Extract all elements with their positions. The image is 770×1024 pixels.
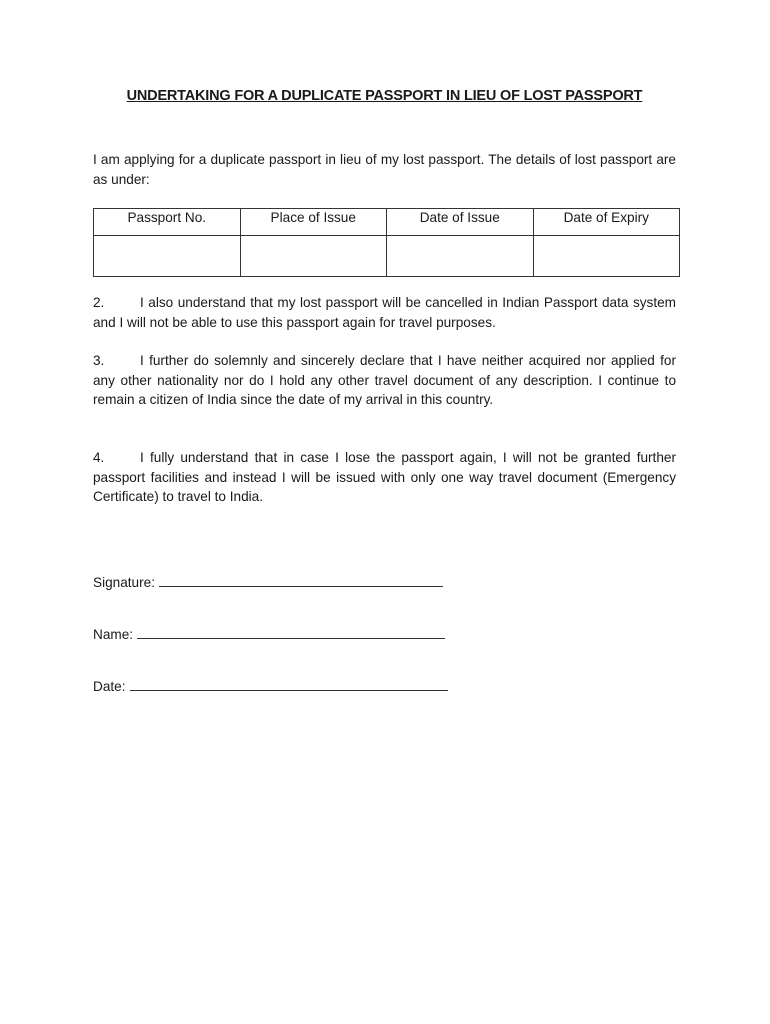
date-blank-line[interactable] — [130, 678, 448, 691]
signature-label: Signature: — [93, 575, 155, 590]
paragraph-number: 3. — [93, 353, 105, 368]
place-of-issue-cell[interactable] — [240, 236, 387, 277]
header-date-of-expiry: Date of Expiry — [533, 209, 680, 236]
paragraph-2 — [93, 293, 676, 332]
name-field — [93, 626, 445, 642]
document-title: UNDERTAKING FOR A DUPLICATE PASSPORT IN LIEU OF LOST PASSPORT — [126, 88, 643, 104]
date-of-issue-cell[interactable] — [387, 236, 534, 277]
signature-field — [93, 574, 443, 590]
table-header-row — [94, 209, 680, 236]
name-label: Name: — [93, 627, 134, 642]
paragraph-number: 2. — [93, 295, 105, 310]
date-label: Date: — [93, 679, 126, 694]
header-date-of-issue: Date of Issue — [387, 209, 534, 236]
passport-details-table — [93, 208, 680, 277]
paragraph-text: I fully understand that in case I lose the passport again, I will not be granted further passport facilities and instead I will be issued with only one way travel document (Emergency Certificate) to travel to India. — [93, 450, 676, 504]
paragraph-number: 4. — [93, 450, 105, 465]
intro-paragraph: I am applying for a duplicate passport in lieu of my lost passport. The details of lost passport are as under: — [93, 152, 676, 187]
table-row — [94, 236, 680, 277]
passport-no-cell[interactable] — [94, 236, 241, 277]
paragraph-text: I also understand that my lost passport will be cancelled in Indian Passport data system and I will not be able to use this passport again for travel purposes. — [93, 295, 676, 330]
paragraph-3 — [93, 351, 676, 410]
name-blank-line[interactable] — [137, 626, 445, 639]
header-place-of-issue: Place of Issue — [240, 209, 387, 236]
date-field — [93, 678, 448, 694]
header-passport-no: Passport No. — [94, 209, 241, 236]
paragraph-4 — [93, 448, 676, 507]
signature-blank-line[interactable] — [159, 574, 443, 587]
date-of-expiry-cell[interactable] — [533, 236, 680, 277]
paragraph-text: I further do solemnly and sincerely declare that I have neither acquired nor applied for any other nationality nor do I hold any other travel document of any description. I continue to remain a citizen of India since the date of my arrival in this country. — [93, 353, 676, 407]
